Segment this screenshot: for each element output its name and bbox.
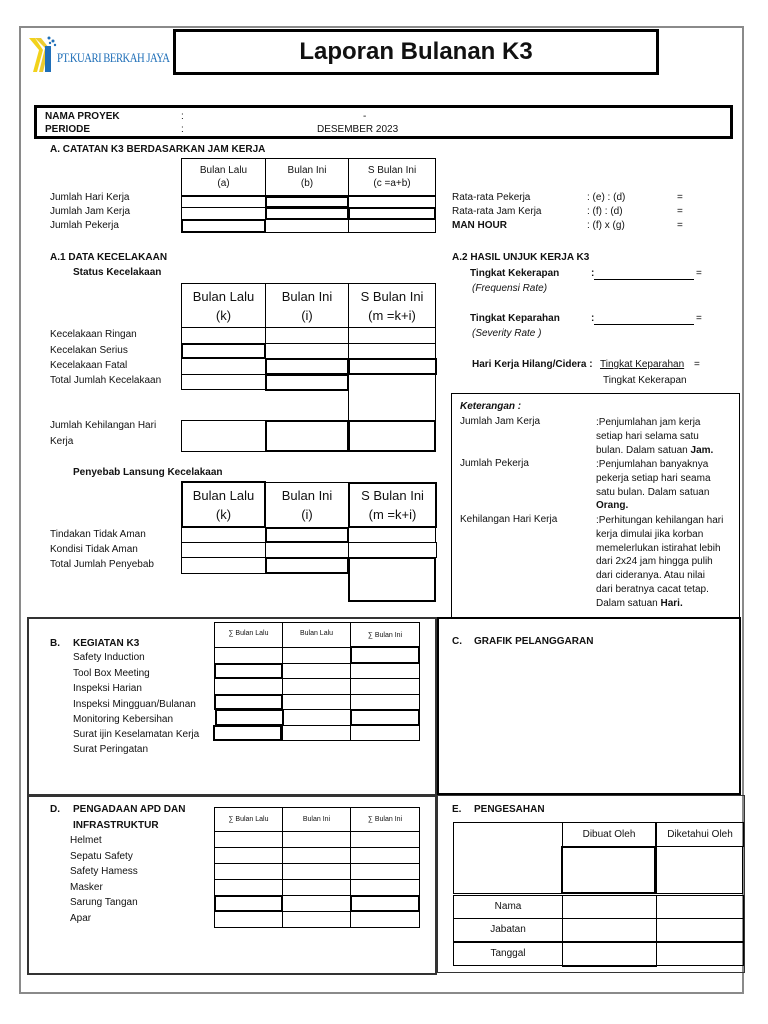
row-label: Helmet [70,835,102,846]
col-header-c: S Bulan Ini (c =a+b) [348,158,436,196]
company-logo [27,30,169,76]
input-cell[interactable] [181,374,266,390]
input-cell[interactable] [348,358,437,375]
row-label-nama: Nama [453,895,563,919]
col-header-a: Bulan Lalu (a) [181,158,266,196]
row-label: Jumlah Hari Kerja [50,192,130,203]
lost-days-label-cont: Kerja [50,436,74,447]
section-b-number: B. [50,638,60,649]
cause-title: Penyebab Lansung Kecelakaan [73,467,223,478]
notes-title: Keterangan : [460,401,522,412]
col-header-m: S Bulan Ini (m =k+i) [348,482,437,528]
row-label: Jumlah Pekerja [50,220,119,231]
signature-made-by[interactable] [561,846,656,894]
section-d-number: D. [50,804,60,815]
input-cell[interactable] [562,895,657,919]
input-cell[interactable] [265,527,349,543]
input-cell[interactable] [562,918,657,942]
input-cell[interactable] [350,831,420,848]
row-label: Total Jumlah Kecelakaan [50,375,162,386]
input-cell[interactable] [350,863,420,880]
input-cell[interactable] [265,343,349,359]
lost-eq: = [694,359,700,370]
section-c-number: C. [452,636,462,647]
row-label: Jumlah Jam Kerja [50,206,131,217]
input-cell[interactable] [350,646,420,664]
col-header-k: Bulan Lalu (k) [181,283,266,328]
input-cell[interactable] [214,879,283,896]
freq-eq: = [696,268,702,279]
col-header-k: Bulan Lalu (k) [181,481,266,528]
freq-colon: : [591,268,595,279]
period-label: PERIODE [45,124,91,135]
row-label: Inspeksi Mingguan/Bulanan [73,699,196,710]
input-cell[interactable] [350,709,420,726]
avg-label: Rata-rata Jam Kerja [452,206,542,217]
row-label: Tool Box Meeting [73,668,150,679]
input-cell[interactable] [282,725,351,741]
input-cell[interactable] [656,918,744,942]
input-cell[interactable] [350,847,420,864]
input-cell[interactable] [348,557,436,602]
input-cell[interactable] [656,895,744,919]
input-cell[interactable] [181,219,266,233]
input-cell[interactable] [350,879,420,896]
violation-chart-area [450,655,730,785]
note-desc: :Penjumlahan jam kerja setiap hari selama satu bulan. Dalam satuan Jam. [596,417,714,456]
sev-sub: (Severity Rate ) [472,328,542,339]
input-cell[interactable] [348,527,436,543]
row-label: Apar [70,913,92,924]
input-cell[interactable] [348,327,436,344]
col-header-b: Bulan Ini (b) [265,158,349,196]
input-cell[interactable] [282,911,351,928]
row-label-jabatan: Jabatan [453,918,563,942]
input-cell[interactable] [214,663,283,679]
input-cell[interactable] [265,358,349,375]
input-cell[interactable] [265,327,349,344]
input-cell[interactable] [181,542,266,558]
input-cell[interactable] [214,863,283,880]
input-cell[interactable] [181,358,266,375]
input-cell[interactable] [265,557,349,574]
input-cell[interactable] [350,694,420,710]
input-cell[interactable] [214,895,283,912]
input-cell[interactable] [214,911,283,928]
period-value[interactable]: DESEMBER 2023 [317,124,399,135]
avg-eq: = [677,192,683,203]
input-cell[interactable] [282,709,351,726]
project-info-box [34,105,733,139]
input-cell[interactable] [348,374,436,421]
input-cell[interactable] [181,527,266,543]
avg-eq: = [677,206,683,217]
input-cell[interactable] [348,219,436,233]
note-desc: :Perhitungan kehilangan hari kerja dimulai jika korban memelerlukan istirahat lebih dari 2x24 jam hingga pulih dari cideranya. Atau nilai dari beratnya cacat tetap. Dalam satuan Hari. [596,515,724,609]
row-label: Kecelakaan Ringan [50,329,137,340]
input-cell[interactable] [214,831,283,848]
section-d-title: PENGADAAN APD DAN [73,804,186,815]
freq-blank[interactable] [594,268,694,280]
col-header-m: S Bulan Ini (m =k+i) [348,283,436,328]
input-cell[interactable] [350,663,420,679]
input-cell[interactable] [181,343,266,359]
input-cell[interactable] [181,420,266,452]
row-label: Masker [70,882,103,893]
input-cell[interactable] [181,327,266,344]
col-header-made-by: Dibuat Oleh [562,822,656,847]
logo-mark-icon [27,32,59,74]
row-label-tanggal: Tanggal [453,941,563,966]
row-label: Surat Peringatan [73,744,149,755]
input-cell[interactable] [282,647,351,664]
input-cell[interactable] [350,895,420,912]
input-cell[interactable] [350,725,420,741]
section-e-title: PENGESAHAN [474,804,545,815]
row-label: Kecelakaan Fatal [50,360,128,371]
avg-eq: = [677,220,683,231]
input-cell[interactable] [348,420,436,452]
sev-blank[interactable] [594,313,694,325]
avg-formula: : (e) : (d) [587,192,626,203]
input-cell[interactable] [282,663,351,679]
section-a-title: A. CATATAN K3 BERDASARKAN JAM KERJA [50,144,266,155]
row-label: Safety Induction [73,652,145,663]
project-name-sep: : [181,111,184,122]
input-cell[interactable] [265,542,349,558]
col-header: ∑ Bulan Lalu [214,622,283,648]
input-cell[interactable] [348,542,437,558]
input-cell[interactable] [214,694,283,710]
lost-days-label: Jumlah Kehilangan Hari [50,420,157,431]
input-cell[interactable] [350,911,420,928]
section-c-title: GRAFIK PELANGGARAN [474,636,594,647]
row-label: Surat ijin Keselamatan Kerja [73,729,200,740]
company-name: PT.KUARI BERKAH JAYA [57,50,170,65]
sev-eq: = [696,313,702,324]
section-a1-subtitle: Status Kecelakaan [73,267,162,278]
row-label: Safety Hamess [70,866,138,877]
freq-label: Tingkat Kekerapan [470,268,560,279]
signature-acknowledged-by[interactable] [656,846,743,894]
period-sep: : [181,124,184,135]
input-cell[interactable] [282,879,351,896]
sev-label: Tingkat Keparahan [470,313,560,324]
input-cell[interactable] [282,678,351,695]
col-header-i: Bulan Ini (i) [265,283,349,328]
lost-label: Hari Kerja Hilang/Cidera : [472,359,593,370]
row-label: Kondisi Tidak Aman [50,544,138,555]
row-label: Sarung Tangan [70,897,138,908]
input-cell[interactable] [265,374,349,391]
section-b-title: KEGIATAN K3 [73,638,140,649]
row-label: Kecelakan Serius [50,345,128,356]
input-cell[interactable] [215,709,284,726]
notes-box [451,393,740,618]
avg-formula: : (f) x (g) [587,220,625,231]
freq-sub: (Frequensi Rate) [472,283,548,294]
row-label: Total Jumlah Penyebab [50,559,154,570]
input-cell[interactable] [282,863,351,880]
col-header: ∑ Bulan Ini [350,622,420,648]
page-title: Laporan Bulanan K3 [173,29,659,75]
section-d-title-cont: INFRASTRUKTUR [73,820,159,831]
input-cell[interactable] [348,343,436,359]
col-header: Bulan Lalu [282,622,351,648]
section-e-number: E. [452,804,462,815]
input-cell[interactable] [181,557,266,574]
note-term: Jumlah Jam Kerja [460,416,541,427]
col-header: Bulan Ini [282,807,351,832]
lost-denominator: Tingkat Kekerapan [603,375,687,386]
row-label: Monitoring Kebersihan [73,714,174,725]
sev-colon: : [591,313,595,324]
input-cell[interactable] [265,219,349,233]
input-cell[interactable] [214,678,283,695]
col-header-acknowledged-by: Diketahui Oleh [656,822,744,847]
row-label: Sepatu Safety [70,851,133,862]
signature-corner-cell [453,822,563,894]
lost-numerator: Tingkat Keparahan [600,359,685,370]
input-cell[interactable] [350,678,420,695]
input-cell[interactable] [265,420,349,452]
input-cell[interactable] [282,831,351,848]
avg-label: MAN HOUR [452,220,507,231]
input-cell[interactable] [214,847,283,864]
col-header: ∑ Bulan Lalu [214,807,283,832]
input-cell[interactable] [282,895,351,912]
project-name-label: NAMA PROYEK [45,111,120,122]
row-label: Tindakan Tidak Aman [50,529,146,540]
project-name-value[interactable]: - [363,111,367,122]
note-desc: :Penjumlahan banyaknya pekerja setiap hari seama satu bulan. Dalam satuan Orang. [596,459,711,512]
section-a2-title: A.2 HASIL UNJUK KERJA K3 [452,252,590,263]
note-term: Kehilangan Hari Kerja [460,514,558,525]
avg-formula: : (f) : (d) [587,206,623,217]
col-header: ∑ Bulan Ini [350,807,420,832]
section-a1-title: A.1 DATA KECELAKAAN [50,252,168,263]
row-label: Inspeksi Harian [73,683,142,694]
avg-label: Rata-rata Pekerja [452,192,531,203]
input-cell[interactable] [282,694,351,710]
col-header-i: Bulan Ini (i) [265,482,349,528]
input-cell[interactable] [214,647,283,664]
input-cell[interactable] [656,942,744,966]
note-term: Jumlah Pekerja [460,458,529,469]
input-cell[interactable] [282,847,351,864]
input-cell[interactable] [213,725,282,741]
input-cell[interactable] [562,941,657,967]
